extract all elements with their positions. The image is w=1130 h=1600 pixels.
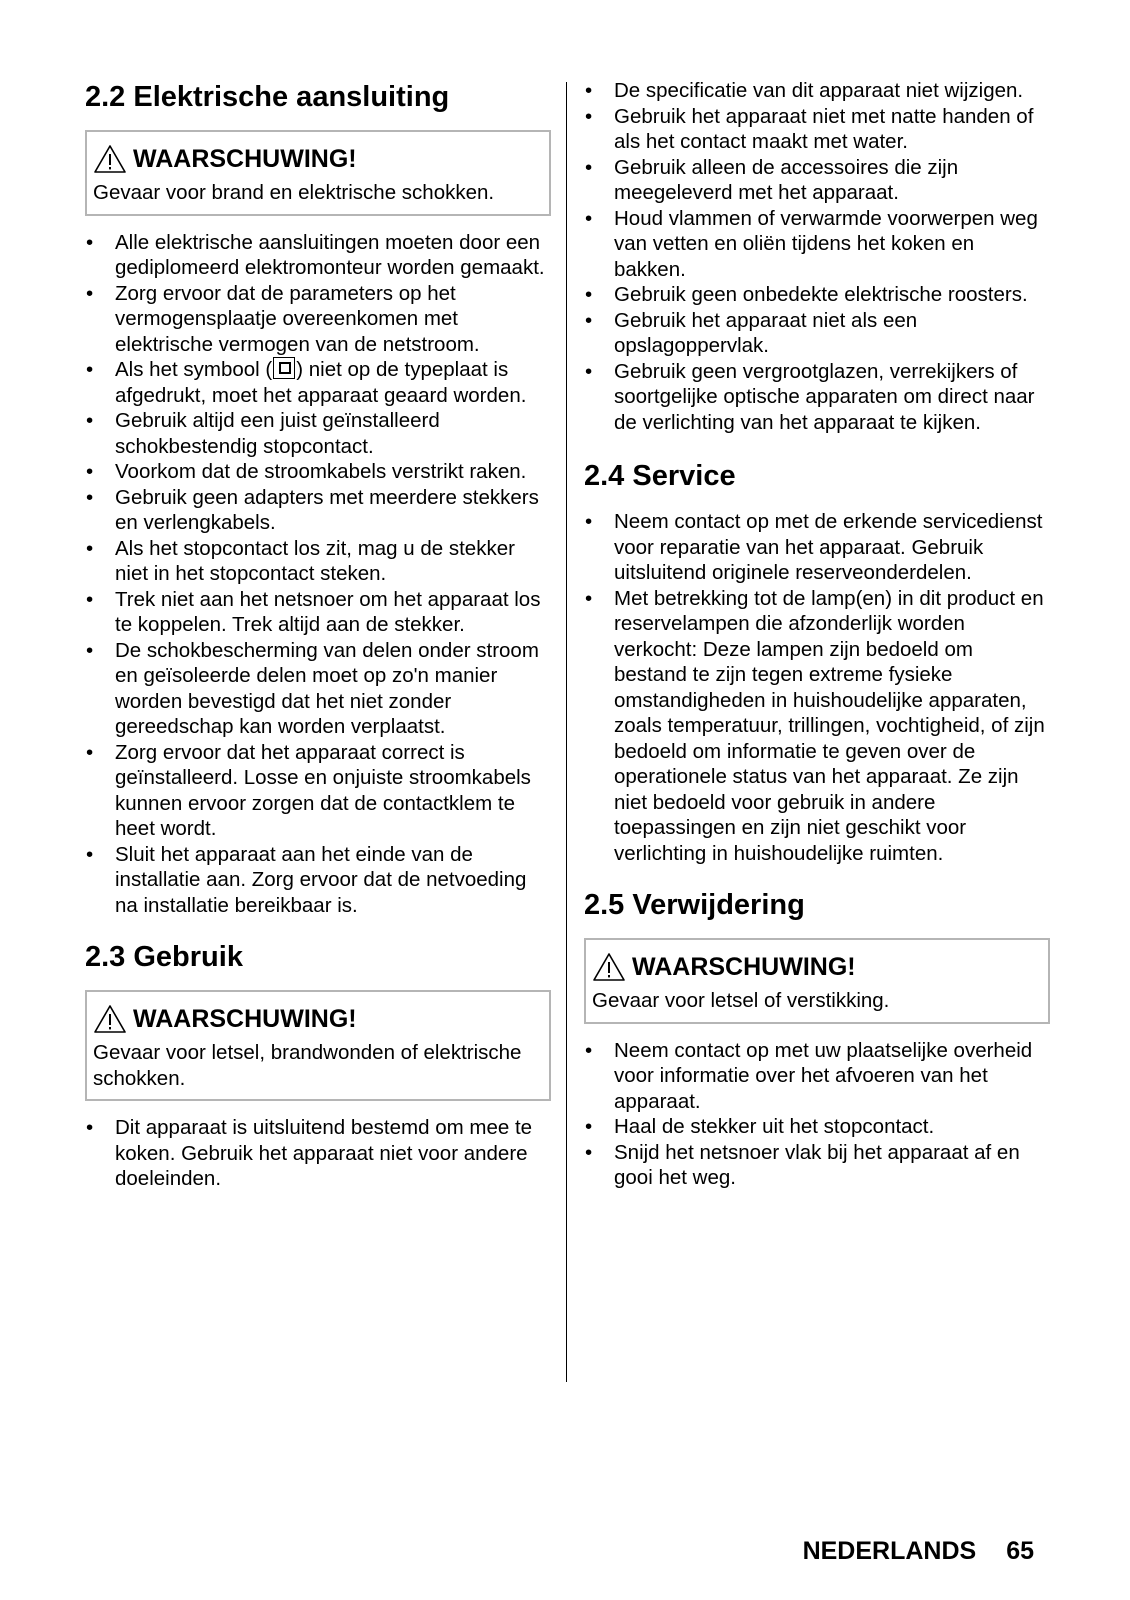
warning-box-disposal	[584, 938, 1050, 1024]
warning-triangle-icon	[592, 952, 626, 982]
list-item: • Neem contact op met de erkende servicedienst voor reparatie van het apparaat. Gebruik uitsluitend originele reserveonderdelen.	[584, 509, 1050, 586]
heading-disposal: 2.5 Verwijdering	[584, 889, 805, 921]
list-item: • Gebruik alleen de accessoires die zijn meegeleverd met het apparaat.	[584, 155, 1050, 206]
left-column	[85, 78, 551, 1212]
list-item: • Als het stopcontact los zit, mag u de stekker niet in het stopcontact steken.	[85, 536, 551, 587]
warning-title: WAARSCHUWING!	[632, 953, 856, 981]
footer-language: NEDERLANDS	[802, 1537, 977, 1565]
list-item: • Met betrekking tot de lamp(en) in dit product en reservelampen die afzonderlijk worden verkocht: Deze lampen zijn bedoeld om bestand te zijn tegen extreme fysieke omstandigheden in huishoudelijke apparaten, zoals temperatuur, trillingen, vochtigheid, of zijn bedoeld om informatie te geven over de operationele status van het apparaat. Ze zijn niet bedoeld voor gebruik in andere toepassingen en zijn niet geschikt voor verlichting in huishoudelijke ruimten.	[584, 586, 1050, 867]
list-item: • Voorkom dat de stroomkabels verstrikt raken.	[85, 459, 551, 485]
list-item: • Houd vlammen of verwarmde voorwerpen weg van vetten en oliën tijdens het koken en bakken.	[584, 206, 1050, 283]
warning-text: Gevaar voor brand en elektrische schokken.	[93, 181, 495, 204]
warning-title: WAARSCHUWING!	[133, 145, 357, 173]
heading-use: 2.3 Gebruik	[85, 941, 243, 973]
list-item: • Snijd het netsnoer vlak bij het apparaat af en gooi het weg.	[584, 1140, 1050, 1191]
warning-text: Gevaar voor letsel of verstikking.	[592, 989, 890, 1012]
list-item: • Sluit het apparaat aan het einde van de installatie aan. Zorg ervoor dat de netvoeding na installatie bereikbaar is.	[85, 842, 551, 919]
heading-service: 2.4 Service	[584, 460, 736, 492]
page-footer	[803, 1537, 1034, 1566]
warning-triangle-icon	[93, 1004, 127, 1034]
use-list-left	[85, 1115, 551, 1192]
list-item: • Alle elektrische aansluitingen moeten door een gediplomeerd elektromonteur worden gemaakt.	[85, 230, 551, 281]
list-item: • Gebruik het apparaat niet met natte handen of als het contact maakt met water.	[584, 104, 1050, 155]
column-divider	[566, 82, 567, 1382]
page-number: 65	[1006, 1537, 1034, 1565]
disposal-list	[584, 1038, 1050, 1191]
electrical-list	[85, 230, 551, 919]
list-item: • Trek niet aan het netsnoer om het apparaat los te koppelen. Trek altijd aan de stekker.	[85, 587, 551, 638]
list-item: • Gebruik het apparaat niet als een opslagoppervlak.	[584, 308, 1050, 359]
warning-title: WAARSCHUWING!	[133, 1005, 357, 1033]
list-item: • Dit apparaat is uitsluitend bestemd om mee te koken. Gebruik het apparaat niet voor andere doeleinden.	[85, 1115, 551, 1192]
list-item: • Gebruik geen onbedekte elektrische roosters.	[584, 282, 1050, 308]
warning-box-electrical	[85, 130, 551, 216]
list-item: • De schokbescherming van delen onder stroom en geïsoleerde delen moet op zo'n manier worden bevestigd dat het niet zonder gereedschap kan worden verplaatst.	[85, 638, 551, 740]
list-item: • Zorg ervoor dat de parameters op het vermogensplaatje overeenkomen met elektrische vermogen van de netstroom.	[85, 281, 551, 358]
warning-box-use	[85, 990, 551, 1101]
earth-symbol-icon	[273, 357, 295, 379]
use-list-right	[584, 78, 1050, 435]
service-list	[584, 509, 1050, 866]
list-item: • Als het symbool ( ) niet op de typeplaat is afgedrukt, moet het apparaat geaard worden.	[85, 357, 551, 408]
list-item: • Haal de stekker uit het stopcontact.	[584, 1114, 1050, 1140]
list-item: • De specificatie van dit apparaat niet wijzigen.	[584, 78, 1050, 104]
right-column	[584, 78, 1050, 1211]
list-item: • Zorg ervoor dat het apparaat correct is geïnstalleerd. Losse en onjuiste stroomkabels kunnen ervoor zorgen dat de contactklem te heet wordt.	[85, 740, 551, 842]
warning-text: Gevaar voor letsel, brandwonden of elektrische schokken.	[93, 1041, 522, 1090]
list-item: • Neem contact op met uw plaatselijke overheid voor informatie over het afvoeren van het apparaat.	[584, 1038, 1050, 1115]
heading-electrical-connection: 2.2 Elektrische aansluiting	[85, 81, 450, 113]
warning-triangle-icon	[93, 144, 127, 174]
list-item: • Gebruik altijd een juist geïnstalleerd schokbestendig stopcontact.	[85, 408, 551, 459]
list-item: • Gebruik geen vergrootglazen, verrekijkers of soortgelijke optische apparaten om direct naar de verlichting van het apparaat te kijken.	[584, 359, 1050, 436]
list-item: • Gebruik geen adapters met meerdere stekkers en verlengkabels.	[85, 485, 551, 536]
